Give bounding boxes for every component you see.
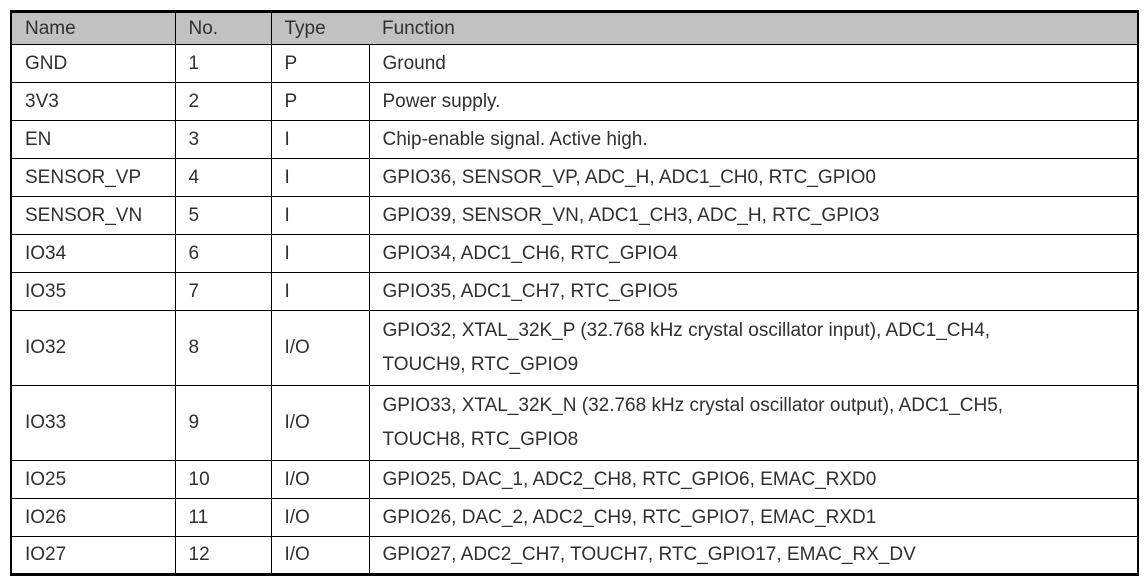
table-row [11, 273, 1138, 311]
cell-no: 5 [175, 197, 271, 235]
table-row [11, 461, 1138, 499]
cell-no: 11 [175, 499, 271, 537]
pin-description-table [10, 10, 1139, 576]
cell-function [369, 45, 1138, 83]
function-line: GPIO39, SENSOR_VN, ADC1_CH3, ADC_H, RTC_GPIO3 [382, 204, 880, 226]
cell-no: 4 [175, 159, 271, 197]
cell-name: IO26 [11, 499, 175, 537]
cell-name: IO32 [11, 311, 175, 386]
header-row [11, 12, 1138, 45]
function-line: GPIO36, SENSOR_VP, ADC_H, ADC1_CH0, RTC_GPIO0 [382, 166, 876, 188]
cell-type: P [271, 45, 369, 83]
cell-type: I [271, 159, 369, 197]
cell-function [369, 159, 1138, 197]
table-row [11, 235, 1138, 273]
pin-table-body [11, 45, 1138, 575]
cell-no: 2 [175, 83, 271, 121]
function-line: Ground [382, 52, 446, 74]
cell-function [369, 197, 1138, 235]
cell-function [369, 311, 1138, 386]
cell-type: I/O [271, 461, 369, 499]
header-type: Type [271, 12, 369, 45]
cell-type: I/O [271, 386, 369, 461]
cell-no: 3 [175, 121, 271, 159]
cell-name: IO34 [11, 235, 175, 273]
table-row [11, 159, 1138, 197]
cell-type: I/O [271, 311, 369, 386]
cell-function [369, 461, 1138, 499]
cell-type: I [271, 197, 369, 235]
function-line: GPIO25, DAC_1, ADC2_CH8, RTC_GPIO6, EMAC_RXD0 [382, 468, 877, 490]
function-line: TOUCH8, RTC_GPIO8 [382, 429, 579, 450]
header-name: Name [11, 12, 175, 45]
header-no: No. [175, 12, 271, 45]
cell-name: 3V3 [11, 83, 175, 121]
cell-name: IO25 [11, 461, 175, 499]
table-header [11, 12, 1138, 45]
cell-no: 10 [175, 461, 271, 499]
table-row [11, 197, 1138, 235]
cell-function [369, 121, 1138, 159]
function-line: TOUCH9, RTC_GPIO9 [382, 354, 579, 375]
cell-name: SENSOR_VN [11, 197, 175, 235]
cell-no: 6 [175, 235, 271, 273]
cell-name: IO33 [11, 386, 175, 461]
cell-no: 9 [175, 386, 271, 461]
function-line: GPIO34, ADC1_CH6, RTC_GPIO4 [382, 242, 678, 264]
cell-name: SENSOR_VP [11, 159, 175, 197]
cell-name: GND [11, 45, 175, 83]
function-line: GPIO27, ADC2_CH7, TOUCH7, RTC_GPIO17, EMAC_RX_DV [382, 544, 916, 565]
function-line: GPIO26, DAC_2, ADC2_CH9, RTC_GPIO7, EMAC_RXD1 [382, 506, 877, 528]
table-row [11, 121, 1138, 159]
function-line: GPIO32, XTAL_32K_P (32.768 kHz crystal oscillator input), ADC1_CH4, [382, 320, 991, 341]
function-line: Chip-enable signal. Active high. [382, 128, 648, 150]
cell-type: P [271, 83, 369, 121]
table-row [11, 45, 1138, 83]
function-line: GPIO33, XTAL_32K_N (32.768 kHz crystal oscillator output), ADC1_CH5, [382, 395, 1004, 416]
cell-function [369, 83, 1138, 121]
cell-function [369, 386, 1138, 461]
function-line: Power supply. [382, 90, 501, 112]
cell-function [369, 235, 1138, 273]
cell-name: IO35 [11, 273, 175, 311]
header-function: Function [369, 12, 1138, 45]
cell-name: IO27 [11, 537, 175, 575]
cell-type: I/O [271, 537, 369, 575]
cell-type: I [271, 121, 369, 159]
cell-type: I [271, 273, 369, 311]
cell-no: 7 [175, 273, 271, 311]
table-row [11, 311, 1138, 386]
cell-function [369, 537, 1138, 575]
table-row [11, 499, 1138, 537]
function-line: GPIO35, ADC1_CH7, RTC_GPIO5 [382, 280, 678, 302]
table-row [11, 386, 1138, 461]
cell-no: 12 [175, 537, 271, 575]
table-row [11, 83, 1138, 121]
cell-no: 1 [175, 45, 271, 83]
cell-type: I/O [271, 499, 369, 537]
cell-name: EN [11, 121, 175, 159]
cell-no: 8 [175, 311, 271, 386]
cell-function [369, 273, 1138, 311]
table-row [11, 537, 1138, 575]
cell-type: I [271, 235, 369, 273]
cell-function [369, 499, 1138, 537]
